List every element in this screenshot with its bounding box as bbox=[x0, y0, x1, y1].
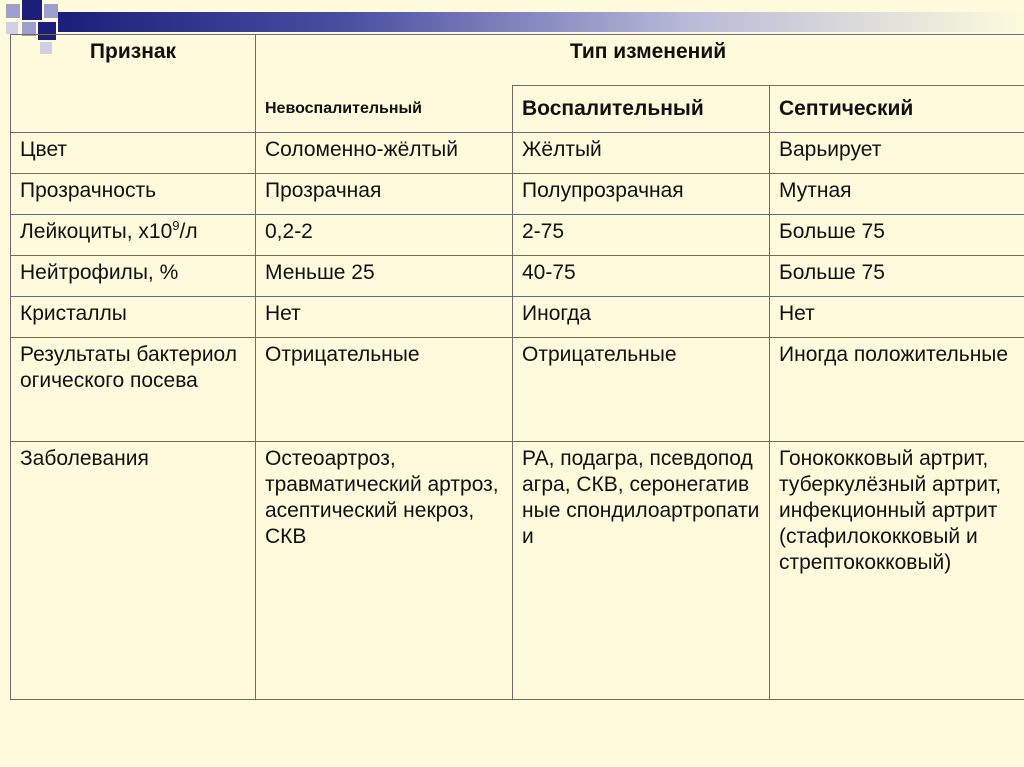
header-inflammatory: Воспалительный bbox=[513, 86, 770, 133]
cell-inflammatory: Полупрозрачная bbox=[513, 174, 770, 215]
cell-non-inflammatory: Прозрачная bbox=[256, 174, 513, 215]
header-septic: Септический bbox=[770, 86, 1024, 133]
cell-inflammatory: 2-75 bbox=[513, 215, 770, 256]
table-row bbox=[11, 338, 1024, 442]
cell-non-inflammatory: Нет bbox=[256, 297, 513, 338]
cell-non-inflammatory: Остеоартроз, травматический артроз, асептический некроз, СКВ bbox=[256, 442, 513, 700]
cell-septic: Иногда положительные bbox=[770, 338, 1024, 442]
header-sign-empty bbox=[11, 86, 256, 133]
sign-text: Лейкоциты, х10 bbox=[20, 220, 173, 243]
header-row-2 bbox=[11, 86, 1024, 133]
cell-non-inflammatory: 0,2-2 bbox=[256, 215, 513, 256]
cell-septic: Гонококковый артрит, туберкулёзный артрит, инфекционный артрит (стафилококковый и стрептококковый) bbox=[770, 442, 1024, 700]
header-row-1 bbox=[11, 35, 1024, 86]
cell-septic: Больше 75 bbox=[770, 215, 1024, 256]
cell-inflammatory: 40-75 bbox=[513, 256, 770, 297]
cell-inflammatory: Жёлтый bbox=[513, 133, 770, 174]
cell-sign: Результаты бактериологического посева bbox=[11, 338, 256, 442]
cell-sign: Прозрачность bbox=[11, 174, 256, 215]
header-non-inflammatory: Невоспалительный bbox=[256, 86, 513, 133]
cell-inflammatory: Иногда bbox=[513, 297, 770, 338]
table-row bbox=[11, 133, 1024, 174]
synovial-fluid-table bbox=[10, 34, 1024, 700]
cell-non-inflammatory: Отрицательные bbox=[256, 338, 513, 442]
header-change-type: Тип изменений bbox=[256, 35, 1024, 86]
table-row bbox=[11, 174, 1024, 215]
cell-septic: Больше 75 bbox=[770, 256, 1024, 297]
sign-superscript: 9 bbox=[172, 218, 180, 233]
cell-septic: Варьирует bbox=[770, 133, 1024, 174]
cell-inflammatory: Отрицательные bbox=[513, 338, 770, 442]
cell-septic: Мутная bbox=[770, 174, 1024, 215]
sign-suffix: /л bbox=[179, 220, 198, 243]
cell-sign: Цвет bbox=[11, 133, 256, 174]
cell-inflammatory: РА, подагра, псевдоподагра, СКВ, серонегативные спондилоартропатии bbox=[513, 442, 770, 700]
cell-sign: Кристаллы bbox=[11, 297, 256, 338]
table-row bbox=[11, 256, 1024, 297]
table-row bbox=[11, 297, 1024, 338]
cell-non-inflammatory: Соломенно-жёлтый bbox=[256, 133, 513, 174]
cell-septic: Нет bbox=[770, 297, 1024, 338]
table-row bbox=[11, 215, 1024, 256]
table-row bbox=[11, 442, 1024, 700]
cell-sign: Заболевания bbox=[11, 442, 256, 700]
cell-non-inflammatory: Меньше 25 bbox=[256, 256, 513, 297]
decorative-header-bar bbox=[58, 12, 1024, 32]
cell-sign bbox=[11, 215, 256, 256]
cell-sign: Нейтрофилы, % bbox=[11, 256, 256, 297]
header-sign: Признак bbox=[11, 35, 256, 86]
